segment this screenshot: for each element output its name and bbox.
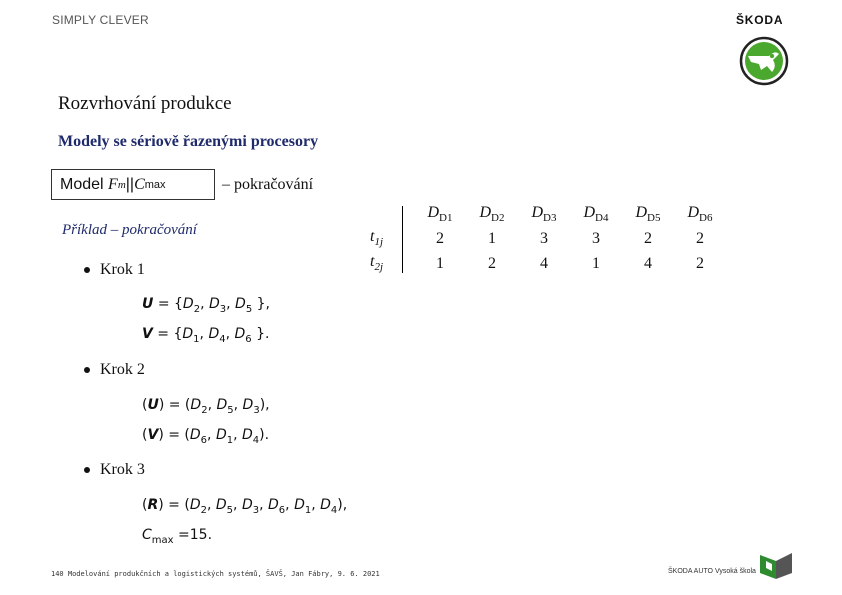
continuation-label: – pokračování: [222, 176, 314, 193]
step-3-formulas: [142, 493, 347, 553]
column-header-label: D2: [491, 212, 505, 225]
table-cell: 2: [644, 229, 652, 247]
column-header-label: D6: [699, 212, 713, 225]
table-cell: 4: [644, 254, 652, 272]
slide-subtitle: Modely se sériově řazenými procesory: [58, 133, 319, 150]
bullet-dot: [84, 467, 90, 473]
table-cell: 2: [696, 229, 704, 247]
brand-tagline: SIMPLY CLEVER: [52, 13, 149, 27]
footer-institution: ŠKODA AUTO Vysoká škola: [668, 568, 756, 575]
slide-title: Rozvrhování produkce: [58, 93, 232, 114]
table-cell: 3: [592, 229, 600, 247]
bullet-dot: [84, 267, 90, 273]
column-header-label: D3: [543, 212, 557, 225]
table-cell: 1: [488, 229, 496, 247]
table-cell: 4: [540, 254, 548, 272]
table-cell: 3: [540, 229, 548, 247]
processing-times-table: [358, 202, 726, 276]
step-2-bullet: [84, 361, 145, 379]
column-header-label: D4: [595, 212, 609, 225]
step-2-formulas: [142, 393, 270, 453]
footer-citation: 140 Modelování produkčních a logistických systémů, ŠAVŠ, Jan Fábry, 9. 6. 2021: [51, 570, 380, 578]
row-header: $t_{1j}$: [370, 228, 384, 249]
model-max: max: [144, 178, 166, 191]
step-1-formulas: [142, 292, 270, 352]
column-header: $D_{D4}$: [583, 203, 609, 225]
column-header-label: D5: [647, 212, 661, 225]
bullet-dot: [84, 367, 90, 373]
model-prefix: Model: [60, 175, 104, 193]
row-header: $t_{2j}$: [370, 253, 384, 274]
table-cell: 1: [436, 254, 444, 272]
step-2-line-2: $(V) = (D_6$, $D_1$, $D_4$).: [142, 426, 270, 446]
table-cell: 2: [488, 254, 496, 272]
step-1-bullet: [84, 261, 145, 279]
column-header-label: D1: [439, 212, 453, 225]
step-1-label: Krok 1: [100, 261, 145, 278]
step-1-line-2: $V = \{D_1$, $D_4$, $D_6$ }.: [142, 325, 270, 345]
step-1-line-1: $U = \{D_2$, $D_3$, $D_5$ },: [142, 296, 271, 315]
step-3-line-1: $(R) = (D_2$, $D_5$, $D_3$, $D_6$, $D_1$, $D_4$),: [142, 497, 348, 516]
step-2-label: Krok 2: [100, 361, 145, 378]
table-cell: 1: [592, 254, 600, 272]
table-cell: 2: [696, 254, 704, 272]
table-cell: 2: [436, 229, 444, 247]
step-2-line-1: $(U) = (D_2$, $D_5$, $D_3$),: [142, 397, 270, 416]
column-header: $D_{D1}$: [427, 203, 453, 225]
model-C: C: [134, 175, 145, 193]
column-header: $D_{D5}$: [635, 203, 661, 225]
model-notation-box: [51, 169, 215, 200]
column-header: $D_{D3}$: [531, 203, 557, 225]
model-sep: ||: [125, 175, 135, 193]
step-3-label: Krok 3: [100, 461, 145, 478]
column-header: $D_{D2}$: [479, 203, 505, 225]
column-header: $D_{D6}$: [687, 203, 713, 225]
model-F: F: [108, 175, 118, 193]
example-heading: Příklad – pokračování: [62, 222, 197, 238]
skoda-logo-icon: [739, 36, 789, 86]
table-header-row: [358, 202, 726, 226]
table-corner: [358, 202, 414, 226]
school-flag-icon: [758, 551, 794, 581]
table-row: [358, 226, 726, 251]
step-3-line-2: $C_{max} =15$.: [142, 526, 213, 546]
brand-name: ŠKODA: [736, 13, 784, 27]
model-m: m: [117, 178, 126, 191]
table-row: [358, 251, 726, 276]
step-3-bullet: [84, 461, 145, 479]
